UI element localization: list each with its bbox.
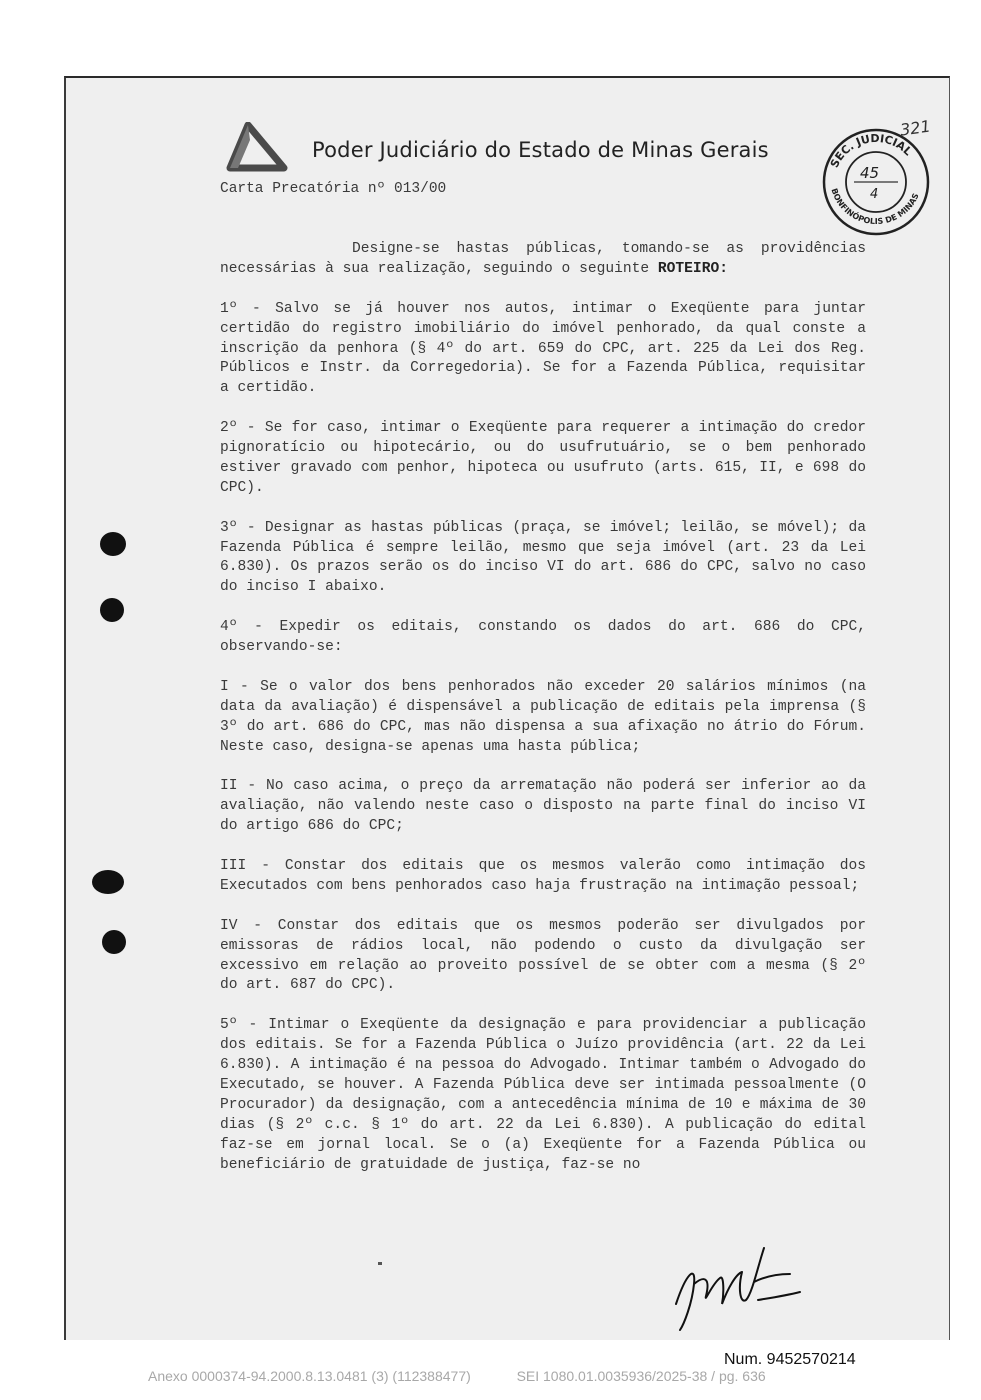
punch-hole — [92, 870, 124, 894]
document-number: Carta Precatória nº 013/00 — [220, 181, 447, 197]
intro-paragraph — [220, 240, 866, 280]
triangle-logo-icon — [226, 122, 288, 172]
stamp-ring-bottom: BONFINÓPOLIS DE MINAS — [829, 187, 921, 227]
stamp-ring-top: SEC. JUDICIAL — [827, 131, 915, 170]
list-item: 1º - Salvo se já houver nos autos, intimar o Exeqüente para juntar certidão do registro imobiliário do imóvel penhorado, da qual conste a inscrição da penhora (§ 4º do art. 659 do CPC, art. 225 da Lei dos Reg. Públicos e Instr. da Corregedoria). Se for a Fazenda Pública, requisitar a certidão. — [220, 300, 866, 397]
footer — [148, 1368, 766, 1384]
list-item: 4º - Expedir os editais, constando os dados do art. 686 do CPC, observando-se: — [220, 619, 866, 656]
page-mark: 321 — [898, 116, 932, 140]
stamp-handwritten-bottom: 4 — [870, 187, 879, 202]
footer-sei: SEI 1080.01.0035936/2025-38 / pg. 636 — [516, 1368, 766, 1384]
document-body — [220, 240, 866, 1195]
list-item: I - Se o valor dos bens penhorados não exceder 20 salários mínimos (na data da avaliação) é dispensável a publicação de editais pela imprensa (§ 3º do art. 686 do CPC, mas não dispensa a sua afixação no átrio do Fórum. Neste caso, designa-se apenas uma hasta pública; — [220, 678, 866, 755]
punch-hole — [100, 532, 126, 556]
list-item: IV - Constar dos editais que os mesmos poderão ser divulgados por emissoras de rádios local, não podendo o custo da divulgação ser excessivo em relação ao proveito possível de se obter com a mesma (§ 2º do art. 687 do CPC). — [220, 917, 866, 994]
intro-bold: ROTEIRO: — [657, 260, 728, 277]
punch-hole — [100, 598, 124, 622]
court-stamp-icon — [812, 112, 944, 236]
header-title: Poder Judiciário do Estado de Minas Gerais — [312, 138, 769, 162]
intro-text: Designe-se hastas públicas, tomando-se as providências necessárias à sua realização, seguindo o seguinte — [220, 241, 866, 277]
scan-speck — [378, 1262, 382, 1265]
list-item: III - Constar dos editais que os mesmos valerão como intimação dos Executados com bens penhorados caso haja frustração na intimação pessoal; — [220, 857, 866, 894]
list-item: 3º - Designar as hastas públicas (praça, se imóvel; leilão, se móvel); da Fazenda Pública é sempre leilão, mesmo que seja imóvel (art. 23 da Lei 6.830). Os prazos serão os do inciso VI do art. 686 do CPC, salvo no caso do inciso I abaixo. — [220, 519, 866, 596]
list-item: 2º - Se for caso, intimar o Exeqüente para requerer a intimação do credor pignoratício ou hipotecário, ou do usufrutuário, se o bem penhorado estiver gravado com penhor, hipoteca ou usufruto (arts. 615, II, e 698 do CPC). — [220, 420, 866, 496]
list-item: II - No caso acima, o preço da arrematação não poderá ser inferior ao da avaliação, não valendo neste caso o disposto na parte final do inciso VI do artigo 686 do CPC; — [220, 778, 866, 835]
stamp-handwritten-top: 45 — [860, 164, 880, 182]
punch-hole — [102, 930, 126, 954]
list-item: 5º - Intimar o Exeqüente da designação e para providenciar a publicação dos editais. Se for a Fazenda Pública o Juízo providência (art. 22 da Lei 6.830). A intimação é na pessoa do Advogado. Intimar também o Advogado do Executado, se houver. A Fazenda Pública deve ser intimada pessoalmente (O Procurador) da designação, com a antecedência mínima de 10 e máxima de 30 dias (§ 2º c.c. § 1º do art. 22 da Lei 6.830). A publicação do edital faz-se em jornal local. Se o (a) Exeqüente for a Fazenda Pública ou beneficiário de gratuidade de justiça, faz-se no — [220, 1017, 866, 1173]
footer-annex: Anexo 0000374-94.2000.8.13.0481 (3) (112388477) — [148, 1368, 471, 1384]
handwritten-signature — [666, 1244, 806, 1334]
document-num: Num. 9452570214 — [724, 1351, 856, 1368]
